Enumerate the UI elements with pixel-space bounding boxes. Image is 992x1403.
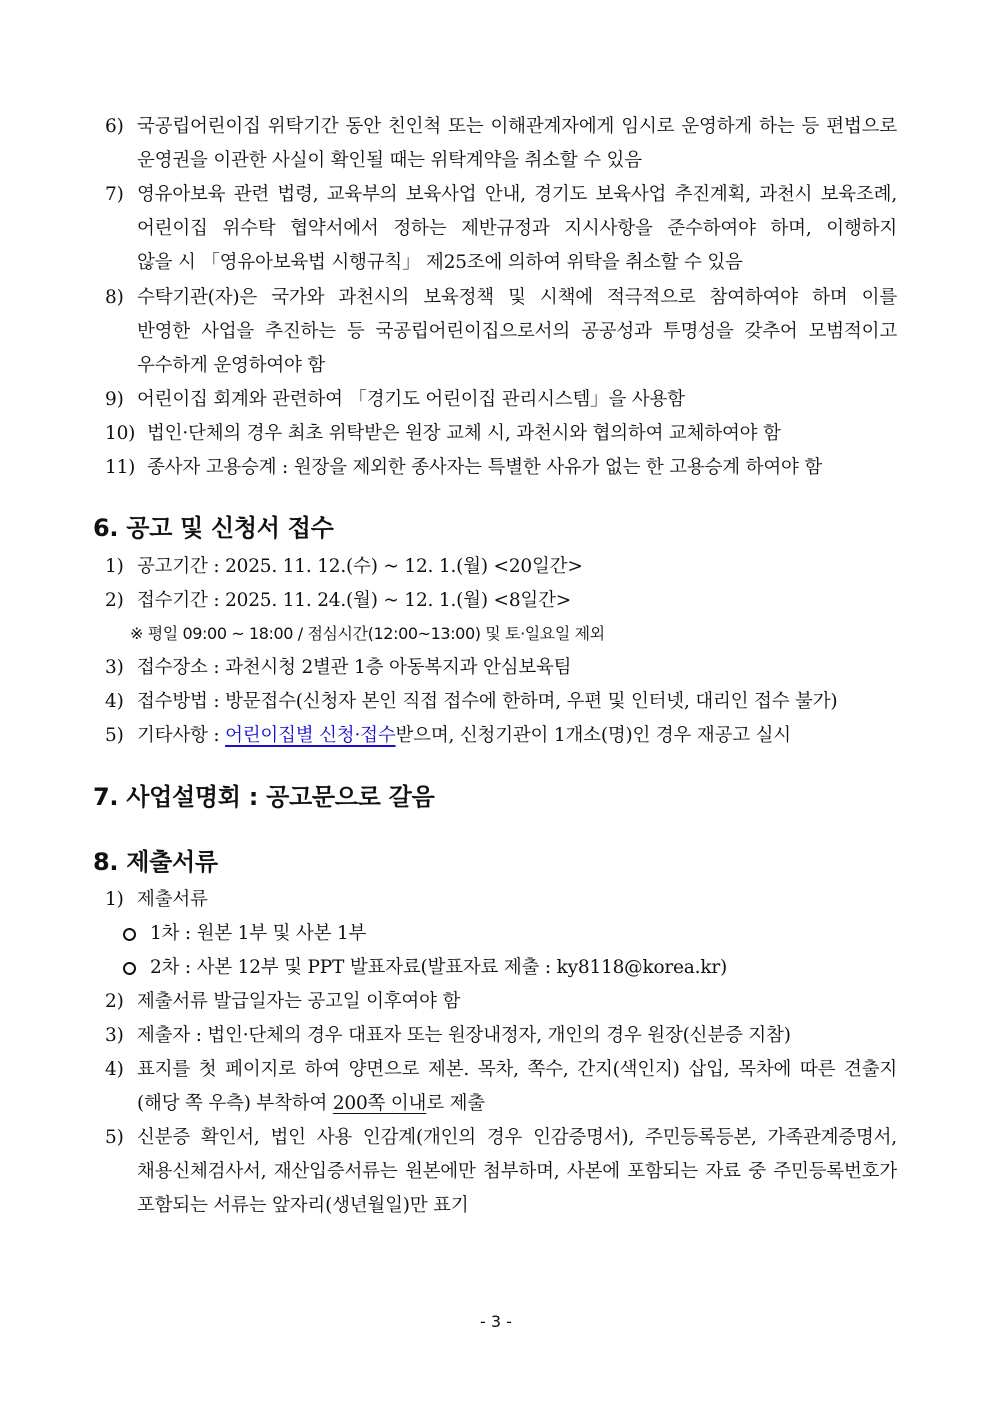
note-text: ※ 평일 09:00 ~ 18:00 / 점심시간(12:00~13:00) 및 토·일요일 제외 <box>130 624 605 643</box>
item-text: 않을 시 「영유아보육법 시행규칙」 제25조에 의하여 위탁을 취소할 수 있음 <box>137 252 743 273</box>
item-number: 4) <box>105 691 124 712</box>
item-text: 표지를 첫 페이지로 하여 양면으로 제본. 목차, 쪽수, 간지(색인지) 삽입, 목차에 따른 견출지 <box>137 1059 897 1080</box>
page-number: - 3 - <box>480 1312 512 1331</box>
list-item-continuation <box>0 144 992 178</box>
item-number: 8) <box>105 287 124 308</box>
item-number: 3) <box>105 657 124 678</box>
item-prefix: (해당 쪽 우측) 부착하여 <box>137 1093 333 1114</box>
item-text: 우수하게 운영하여야 함 <box>137 355 326 376</box>
section-heading: 7. 사업설명회 : 공고문으로 갈음 <box>93 783 435 811</box>
list-item <box>0 1053 992 1087</box>
item-text: 반영한 사업을 추진하는 등 국공립어린이집으로서의 공공성과 투명성을 갖추어 모범적이고 <box>137 321 897 342</box>
sub-list-item <box>0 917 992 951</box>
item-text: 1차 : 원본 1부 및 사본 1부 <box>150 923 367 944</box>
list-item <box>0 1019 992 1053</box>
item-number: 9) <box>105 389 124 410</box>
section-heading: 8. 제출서류 <box>93 848 218 876</box>
item-number: 1) <box>105 556 124 577</box>
item-text <box>137 719 791 753</box>
item-text: 공고기간 : 2025. 11. 12.(수) ~ 12. 1.(월) <20일간> <box>137 556 583 577</box>
list-item <box>0 685 992 719</box>
list-item <box>0 883 992 917</box>
list-item <box>0 281 992 315</box>
list-item <box>0 178 992 212</box>
circle-bullet-icon <box>123 928 136 941</box>
list-item <box>0 451 992 485</box>
item-text: 제출서류 <box>137 889 208 910</box>
page-limit-text: 200쪽 이내 <box>332 1093 427 1114</box>
list-item <box>0 584 992 618</box>
list-item <box>0 383 992 417</box>
list-item-continuation <box>0 1189 992 1223</box>
circle-bullet-icon <box>123 962 136 975</box>
item-text: 종사자 고용승계 : 원장을 제외한 종사자는 특별한 사유가 없는 한 고용승계 하여야 함 <box>147 457 823 478</box>
list-item-continuation <box>0 212 992 246</box>
list-item-continuation <box>0 315 992 349</box>
item-text: 영유아보육 관련 법령, 교육부의 보육사업 안내, 경기도 보육사업 추진계획, 과천시 보육조례, <box>137 184 897 205</box>
list-item <box>0 651 992 685</box>
item-suffix: 받으며, 신청기관이 1개소(명)인 경우 재공고 실시 <box>395 725 791 746</box>
item-text: 채용신체검사서, 재산입증서류는 원본에만 첨부하며, 사본에 포함되는 자료 중 주민등록번호가 <box>137 1161 897 1182</box>
application-link[interactable]: 어린이집별 신청·접수 <box>225 725 396 746</box>
item-text: 법인·단체의 경우 최초 위탁받은 원장 교체 시, 과천시와 협의하여 교체하여야 함 <box>147 423 781 444</box>
item-number: 2) <box>105 590 124 611</box>
item-text: 제출자 : 법인·단체의 경우 대표자 또는 원장내정자, 개인의 경우 원장(신분증 지참) <box>137 1025 791 1046</box>
list-item <box>0 550 992 584</box>
item-number: 2) <box>105 991 124 1012</box>
list-item-continuation <box>0 1155 992 1189</box>
item-number: 5) <box>105 725 124 746</box>
item-number: 10) <box>105 423 136 444</box>
item-number: 1) <box>105 889 124 910</box>
list-item-continuation <box>0 1087 992 1121</box>
item-number: 7) <box>105 184 124 205</box>
item-text: 제출서류 발급일자는 공고일 이후여야 함 <box>137 991 461 1012</box>
item-text <box>137 1087 485 1121</box>
item-number: 4) <box>105 1059 124 1080</box>
list-item <box>0 417 992 451</box>
item-number: 6) <box>105 116 124 137</box>
item-text: 수탁기관(자)은 국가와 과천시의 보육정책 및 시책에 적극적으로 참여하여야 하며 이를 <box>137 287 897 308</box>
item-text: 2차 : 사본 12부 및 PPT 발표자료(발표자료 제출 : ky8118@korea.kr) <box>150 957 727 978</box>
item-prefix: 기타사항 : <box>137 725 226 746</box>
section-heading: 6. 공고 및 신청서 접수 <box>93 514 334 542</box>
item-text: 신분증 확인서, 법인 사용 인감계(개인의 경우 인감증명서), 주민등록등본, 가족관계증명서, <box>137 1127 897 1148</box>
item-suffix: 로 제출 <box>426 1093 485 1114</box>
item-text: 운영권을 이관한 사실이 확인될 때는 위탁계약을 취소할 수 있음 <box>137 150 642 171</box>
list-item <box>0 719 992 753</box>
item-number: 3) <box>105 1025 124 1046</box>
item-text: 포함되는 서류는 앞자리(생년월일)만 표기 <box>137 1195 469 1216</box>
list-item <box>0 110 992 144</box>
item-text: 접수방법 : 방문접수(신청자 본인 직접 접수에 한하며, 우편 및 인터넷, 대리인 접수 불가) <box>137 691 838 712</box>
item-text: 접수기간 : 2025. 11. 24.(월) ~ 12. 1.(월) <8일간> <box>137 590 572 611</box>
list-item <box>0 1121 992 1155</box>
item-text: 접수장소 : 과천시청 2별관 1층 아동복지과 안심보육팀 <box>137 657 572 678</box>
item-number: 5) <box>105 1127 124 1148</box>
item-text: 국공립어린이집 위탁기간 동안 친인척 또는 이해관계자에게 임시로 운영하게 하는 등 편법으로 <box>137 116 897 137</box>
list-item-continuation <box>0 349 992 383</box>
list-item-continuation <box>0 246 992 280</box>
item-text: 어린이집 위수탁 협약서에서 정하는 제반규정과 지시사항을 준수하여야 하며, 이행하지 <box>137 218 897 239</box>
sub-list-item <box>0 951 992 985</box>
list-item <box>0 985 992 1019</box>
item-text: 어린이집 회계와 관련하여 「경기도 어린이집 관리시스템」을 사용함 <box>137 389 685 410</box>
item-number: 11) <box>105 457 136 478</box>
